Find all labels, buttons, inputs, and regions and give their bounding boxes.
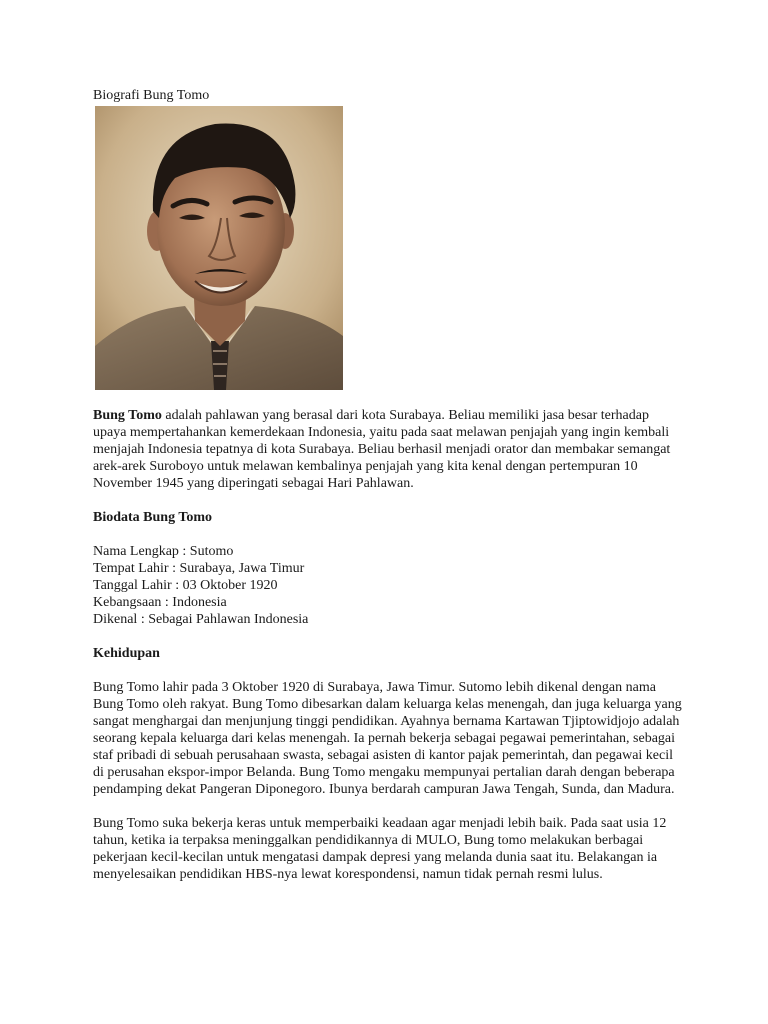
intro-paragraph — [93, 407, 683, 492]
intro-text: adalah pahlawan yang berasal dari kota Surabaya. Beliau memiliki jasa besar terhadap upaya mempertahankan kemerdekaan Indonesia, yaitu pada saat melawan penjajah yang ingin kembali menjajah Indonesia tepatnya di kota Surabaya. Beliau berhasil menjadi orator dan membakar semangat arek-arek Suroboyo untuk melawan kembalinya penjajah yang kita kenal dengan pertempuran 10 November 1945 yang diperingati sebagai Hari Pahlawan. — [93, 408, 671, 491]
document-title: Biografi Bung Tomo — [93, 88, 210, 103]
biodata-heading: Biodata Bung Tomo — [93, 510, 213, 525]
portrait-photo — [95, 106, 343, 390]
biodata-item-birthdate: Tanggal Lahir : 03 Oktober 1920 — [93, 578, 278, 593]
kehidupan-paragraph-1: Bung Tomo lahir pada 3 Oktober 1920 di Surabaya, Jawa Timur. Sutomo lebih dikenal dengan nama Bung Tomo oleh rakyat. Bung Tomo dibesarkan dalam keluarga kelas menengah, dan juga keluarga yang sangat menghargai dan menjunjung tinggi pendidikan. Ayahnya bernama Kartawan Tjiptowidjojo adalah seorang kepala keluarga dari kelas menengah. Ia pernah bekerja sebagai pegawai pemerintahan, sebagai staf pribadi di sebuah perusahaan swasta, sebagai asisten di kantor pajak pemerintah, dan pegawai kecil di perusahan ekspor-impor Belanda. Bung Tomo mengaku mempunyai pertalian darah dengan beberapa pendamping dekat Pangeran Diponegoro. Ibunya berdarah campuran Jawa Tengah, Sunda, dan Madura. — [93, 680, 682, 797]
intro-name: Bung Tomo — [93, 408, 162, 423]
biodata-item-nationality: Kebangsaan : Indonesia — [93, 595, 227, 610]
biodata-list — [93, 543, 683, 628]
biodata-item-known-as: Dikenal : Sebagai Pahlawan Indonesia — [93, 612, 309, 627]
biodata-item-birthplace: Tempat Lahir : Surabaya, Jawa Timur — [93, 561, 305, 576]
document-body — [93, 87, 683, 900]
kehidupan-paragraph-2: Bung Tomo suka bekerja keras untuk memperbaiki keadaan agar menjadi lebih baik. Pada saat usia 12 tahun, ketika ia terpaksa meninggalkan pendidikannya di MULO, Bung tomo melakukan berbagai pekerjaan kecil-kecilan untuk mengatasi dampak depresi yang melanda dunia saat itu. Belakangan ia menyelesaikan pendidikan HBS-nya lewat korespondensi, namun tidak pernah resmi lulus. — [93, 816, 667, 882]
kehidupan-heading: Kehidupan — [93, 646, 160, 661]
biodata-item-full-name: Nama Lengkap : Sutomo — [93, 544, 234, 559]
